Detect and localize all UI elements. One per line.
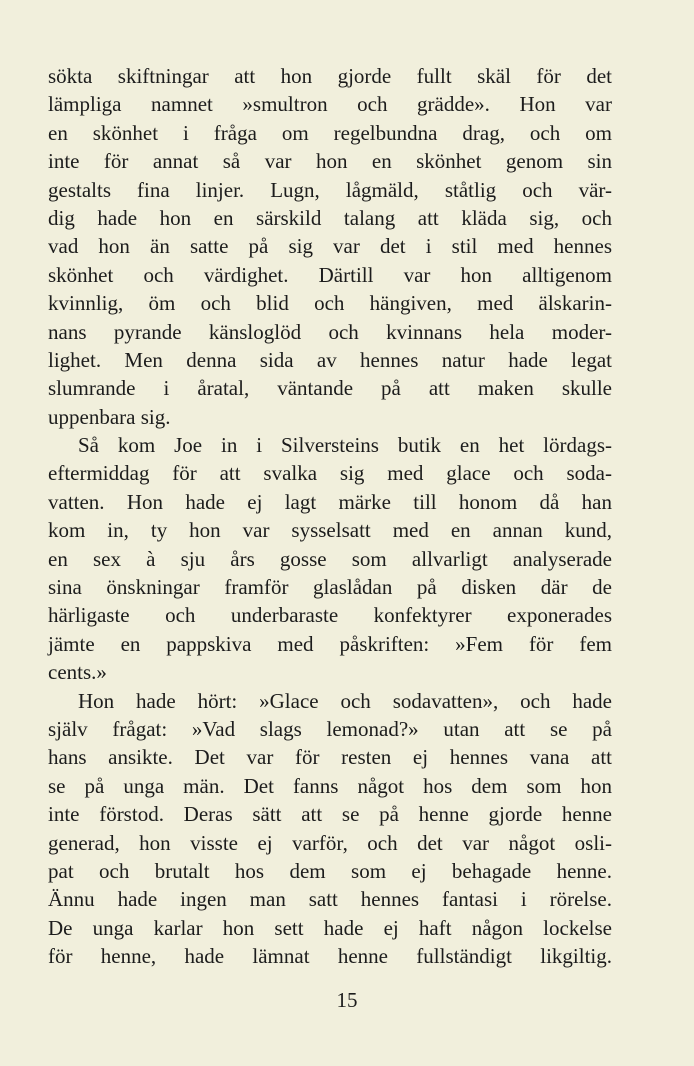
page-number: 15	[336, 988, 358, 1012]
text-line: uppenbara sig.	[48, 404, 171, 429]
text-line: pat och brutalt hos dem som ej behagade henne.	[48, 858, 612, 883]
text-line: dig hade hon en särskild talang att kläda sig, och	[48, 205, 612, 230]
text-line: lighet. Men denna sida av hennes natur hade legat	[48, 347, 612, 372]
text-line: hans ansikte. Det var för resten ej hennes vana att	[48, 745, 612, 770]
text-line: cents.»	[48, 660, 107, 685]
text-line: Hon hade hört: »Glace och sodavatten», och hade	[78, 688, 612, 713]
text-line: gestalts fina linjer. Lugn, lågmäld, ståtlig och vär-	[48, 177, 612, 202]
text-line: De unga karlar hon sett hade ej haft någon lockelse	[48, 915, 612, 940]
text-line: själv frågat: »Vad slags lemonad?» utan att se på	[48, 716, 612, 741]
text-line: slumrande i åratal, väntande på att maken skulle	[48, 376, 612, 401]
text-line: vad hon än satte på sig var det i stil med hennes	[48, 234, 612, 259]
text-line: sina önskningar framför glaslådan på disken där de	[48, 575, 612, 600]
body-text	[48, 62, 612, 971]
text-line: lämpliga namnet »smultron och grädde». Hon var	[48, 92, 612, 117]
text-line: eftermiddag för att svalka sig med glace och soda-	[48, 461, 612, 486]
text-line: Så kom Joe in i Silversteins butik en het lördags-	[78, 433, 612, 458]
text-line: en skönhet i fråga om regelbundna drag, och om	[48, 120, 612, 145]
text-line: inte förstod. Deras sätt att se på henne gjorde henne	[48, 802, 612, 827]
text-line: sökta skiftningar att hon gjorde fullt skäl för det	[48, 64, 612, 88]
text-line: inte för annat så var hon en skönhet genom sin	[48, 149, 612, 174]
text-line: se på unga män. Det fanns något hos dem som hon	[48, 773, 612, 798]
text-line: för henne, hade lämnat henne fullständigt likgiltig.	[48, 944, 612, 969]
text-line: Ännu hade ingen man satt hennes fantasi i rörelse.	[48, 887, 612, 912]
text-line: härligaste och underbaraste konfektyrer exponerades	[48, 603, 612, 628]
text-line: kvinnlig, öm och blid och hängiven, med älskarin-	[48, 291, 612, 316]
text-line: kom in, ty hon var sysselsatt med en annan kund,	[48, 518, 612, 543]
text-line: nans pyrande känsloglöd och kvinnans hela moder-	[48, 319, 612, 344]
text-line: vatten. Hon hade ej lagt märke till honom då han	[48, 489, 612, 514]
text-line: skönhet och värdighet. Därtill var hon alltigenom	[48, 262, 612, 287]
text-line: generad, hon visste ej varför, och det var något osli-	[48, 830, 612, 855]
text-line: jämte en pappskiva med påskriften: »Fem för fem	[48, 631, 612, 656]
text-line: en sex à sju års gosse som allvarligt analyserade	[48, 546, 612, 571]
